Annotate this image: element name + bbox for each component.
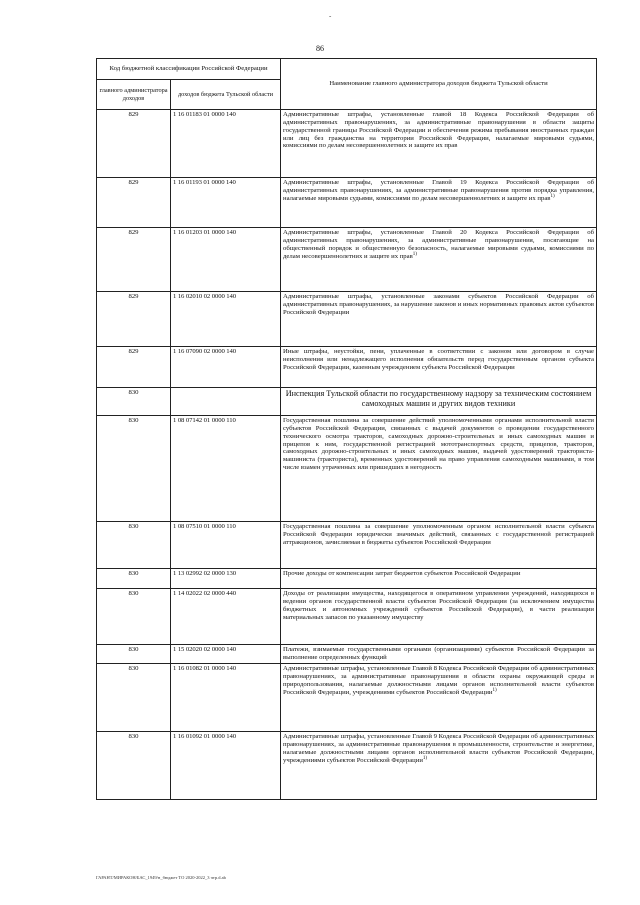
table-row [97,522,597,569]
income-code-cell: 1 16 01193 01 0000 140 [171,178,281,228]
income-code-cell: 1 14 02022 02 0000 440 [171,589,281,645]
description-cell [281,569,597,589]
income-code-cell: 1 13 02992 02 0000 130 [171,569,281,589]
section-title-cell [281,388,597,416]
table-row [97,228,597,292]
income-code-cell: 1 16 01092 01 0000 140 [171,732,281,800]
header-main-administrator: главного администратора доходов [97,80,171,110]
table-row [97,110,597,178]
description-text: Платежи, взимаемые государственными органами (организациями) субъектов Российской Федерации за выполнение определенных функций [283,646,595,661]
income-code-cell: 1 08 07142 01 0000 110 [171,416,281,522]
admin-code-cell: 830 [97,732,171,800]
description-text: Прочие доходы от компенсации затрат бюджетов субъектов Российской Федерации [283,570,521,577]
description-cell [281,292,597,347]
description-text: Доходы от реализации имущества, находящегося в оперативном управлении учреждений, находящихся в ведении органов государственной власти субъектов Российской Федерации (за исключением имущества бюджетных и автономных учреждений субъектов Российской Федерации), в части реализации материальных запасов по указанному имуществу [283,590,595,621]
header-budget-income: доходов бюджета Тульской области [171,80,281,110]
income-code-cell: 1 16 02010 02 0000 140 [171,292,281,347]
income-code-cell: 1 08 07510 01 0000 110 [171,522,281,569]
description-cell [281,664,597,732]
description-text: Административные штрафы, установленные Главой 19 Кодекса Российской Федерации об административных правонарушениях, за административные правонарушения против порядка управления, налагаемые мировыми судьями, комиссиями по делам несовершеннолетних и защите их прав [283,179,595,202]
description-text: Административные штрафы, установленные законами субъектов Российской Федерации об административных правонарушениях, за нарушение законов и иных нормативных правовых актов субъектов Российской Федерации [283,293,595,316]
admin-code-cell: 829 [97,178,171,228]
footer-file-path: ГАРАНТ/МИРАКОН/БАС_1949/н_бюджет ТО 2020-2022_3 чтр.d.ab [96,875,226,880]
table-row [97,664,597,732]
description-text: Инспекция Тульской области по государственному надзору за техническим состоянием самоходных машин и других видов техники [285,389,592,408]
description-cell [281,416,597,522]
description-cell [281,228,597,292]
top-mark: - [329,12,332,20]
income-administrators-table [96,58,597,800]
table-row [97,292,597,347]
income-code-cell: 1 15 02020 02 0000 140 [171,645,281,664]
income-code-cell: 1 16 01082 01 0000 140 [171,664,281,732]
header-budget-classification: Код бюджетной классификации Российской Федерации [97,59,281,80]
admin-code-cell: 830 [97,416,171,522]
page-number: 86 [316,44,324,53]
table-row [97,178,597,228]
description-text: Административные штрафы, установленные Главой 9 Кодекса Российской Федерации об административных правонарушениях, за административные правонарушения в промышленности, строительстве и энергетике, налагаемые должностными лицами органов исполнительной власти субъектов Российской Федерации, учреждениями субъектов Российской Федерации [283,733,595,764]
description-cell [281,522,597,569]
admin-code-cell: 830 [97,645,171,664]
description-cell [281,589,597,645]
admin-code-cell: 830 [97,664,171,732]
table-body [97,110,597,800]
section-row [97,388,597,416]
admin-code-cell: 829 [97,228,171,292]
admin-code-cell: 830 [97,589,171,645]
admin-code-cell: 829 [97,110,171,178]
footnote-mark: 1) [422,755,428,761]
description-text: Административные штрафы, установленные Главой 20 Кодекса Российской Федерации об административных правонарушениях, за административные правонарушения, посягающие на общественный порядок и общественную безопасность, налагаемые мировыми судьями, комиссиями по делам несовершеннолетних и защите их прав [283,229,595,260]
income-code-cell: 1 16 01183 01 0000 140 [171,110,281,178]
admin-code-cell: 829 [97,292,171,347]
description-cell [281,645,597,664]
admin-code-cell: 830 [97,569,171,589]
description-cell [281,347,597,388]
description-text: Административные штрафы, установленные Главой 8 Кодекса Российской Федерации об административных правонарушениях, за административные правонарушения в области охраны окружающей среды и природопользования, налагаемые должностными лицами органов исполнительной власти субъектов Российской Федерации, учреждениями субъектов Российской Федерации [283,665,595,696]
description-cell [281,178,597,228]
income-code-cell [171,388,281,416]
footnote-mark: 1) [412,251,417,257]
description-text: Иные штрафы, неустойки, пени, уплаченные в соответствии с законом или договором в случае неисполнения или ненадлежащего исполнения обязательств перед государственным органом субъекта Российской Федерации, казенным учреждением субъекта Российской Федерации [283,348,595,371]
description-text: Государственная пошлина за совершение действий уполномоченными органами исполнительной власти субъектов Российской Федерации, связанных с выдачей документов о проведении государственного технического осмотра тракторов, самоходных дорожно-строительных и иных самоходных машин и прицепов к ним, государственной регистрацией мототранспортных средств, прицепов, тракторов, самоходных дорожно-строительных и иных самоходных машин, выдачей удостоверений тракториста-машиниста (тракториста), временных удостоверений на право управления самоходными машинами, в том числе взамен утраченных или пришедших в негодность [283,417,595,472]
header-administrator-name: Наименование главного администратора доходов бюджета Тульской области [281,59,597,110]
income-code-cell: 1 16 01203 01 0000 140 [171,228,281,292]
admin-code-cell: 829 [97,347,171,388]
admin-code-cell: 830 [97,388,171,416]
table-header [97,59,597,110]
description-text: Административные штрафы, установленные главой 18 Кодекса Российской Федерации об административных правонарушениях, за административные правонарушения в области защиты государственной границы Российской Федерации и обеспечения режима пребывания иностранных граждан или лиц без гражданства на территории Российской Федерации, налагаемые мировыми судьями, комиссиями по делам несовершеннолетних и защите их прав [283,111,595,150]
income-code-cell: 1 16 07090 02 0000 140 [171,347,281,388]
table-row [97,645,597,664]
table-row [97,416,597,522]
admin-code-cell: 830 [97,522,171,569]
table-row [97,569,597,589]
footnote-mark: 1) [550,193,555,199]
description-cell [281,732,597,800]
table-row [97,589,597,645]
table-row [97,347,597,388]
description-text: Государственная пошлина за совершение уполномоченным органом исполнительной власти субъекта Российской Федерации юридически значимых действий, связанных с государственной регистрацией аттракционов, зачисляемая в бюджеты субъектов Российской Федерации [283,523,595,546]
description-cell [281,110,597,178]
footnote-mark: 1) [492,687,497,693]
table-row [97,732,597,800]
